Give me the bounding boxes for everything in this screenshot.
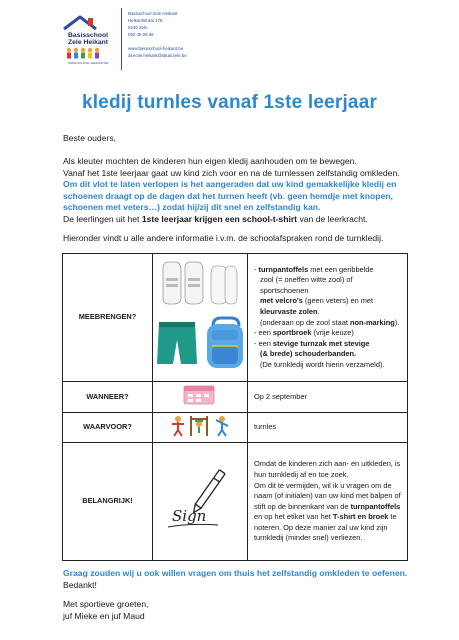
school-logo — [58, 12, 118, 67]
pen-signing-icon — [160, 455, 240, 545]
logo-line-2: Zele Heikant — [68, 39, 109, 46]
page-title: kledij turnles vanaf 1ste leerjaar — [81, 92, 378, 113]
header-divider — [121, 8, 122, 70]
label-wanneer: WANNEER? — [63, 382, 153, 413]
advice-paragraph: Om dit vlot te laten verlopen is het aangeraden dat uw kind gemakkelijke kledij en schoenen draagt op de dagen dat het turnen heeft (vb. geen hemdje met knopen, schoenen met veters…) zodat hij/zij dit snel en zelfstandig kan. — [63, 179, 397, 213]
table-row — [63, 254, 408, 382]
signature-names: juf Mieke en juf Maud — [63, 610, 145, 621]
shirt-line — [63, 214, 408, 226]
thanks-text: Bedankt! — [63, 579, 97, 590]
address-line: 9240 Zele — [128, 25, 148, 30]
intro-line-2: Vanaf het 1ste leerjaar gaat uw kind zich voor en na de turnlessen zelfstandig omkleden. — [63, 167, 400, 178]
practice-request: Graag zouden wij u ook willen vragen om thuis het zelfstandig omkleden te oefenen. — [63, 568, 408, 578]
shirt-post: van de leerkracht. — [297, 214, 368, 224]
shorts-icon — [157, 322, 197, 364]
logo-children-icon — [67, 48, 99, 59]
backpack-icon — [207, 318, 243, 368]
closing-text: Met sportieve groeten, — [63, 599, 149, 609]
table-row — [63, 382, 408, 413]
table-row — [63, 412, 408, 443]
address-line: 052 45 09 66 — [128, 32, 154, 37]
meebrengen-pictures — [153, 254, 248, 382]
sign-word: Sign — [172, 506, 207, 525]
label-waarvoor: WAARVOOR? — [63, 412, 153, 443]
label-meebrengen: MEEBRENGEN? — [63, 254, 153, 382]
sign-picture — [153, 443, 248, 561]
address-line: Basisschool Zele Heikant — [128, 11, 178, 16]
meebrengen-description: - turnpantoffels met een geribbelde zool (= oneffen witte zool) of sportschoenen met velcro's (geen veters) en met kleurvaste zolen. (onderaan op de zool staat non-marking). - een sportbroek (vrije keuze) - een stevige turnzak met stevige (& brede) schouderbanden. (De turnkledij wordt hierin verzameld). — [248, 254, 408, 382]
belangrijk-p1: Omdat de kinderen zich aan- en uitkleden, is hun turnkledij af en toe zoek. — [254, 459, 401, 479]
wanneer-text: Op 2 september — [248, 382, 408, 413]
shirt-pre: De leerlingen uit het — [63, 214, 142, 224]
gymnastics-icon — [168, 414, 232, 438]
gym-gear-illustration — [155, 256, 245, 376]
greeting: Beste ouders, — [63, 133, 117, 143]
label-belangrijk: BELANGRIJK! — [63, 443, 153, 561]
calendar-icon — [180, 383, 220, 407]
info-line: Hieronder vindt u alle andere informatie i.v.m. de schoolafspraken rond de turnkledij. — [63, 233, 384, 243]
info-table — [62, 253, 408, 561]
sneakers-icon — [163, 262, 237, 304]
logo-line-1: Basisschool — [68, 32, 109, 39]
address-line: Heikantstraat 178 — [128, 18, 163, 23]
logo-url: WWW.SCHOOL-HEIKANT.BE — [68, 61, 109, 65]
website-link[interactable]: www.basisschool-heikant.be — [128, 46, 184, 51]
school-address — [128, 10, 187, 59]
gym-picture — [153, 412, 248, 443]
belangrijk-description — [248, 443, 408, 561]
intro-line-1: Als kleuter mochten de kinderen hun eigen kledij aanhouden om te bewegen. — [63, 156, 357, 166]
table-row — [63, 443, 408, 561]
calendar-picture — [153, 382, 248, 413]
belangrijk-p2: Om dit te vermijden, wil ik u vragen om de naam (of initialen) van uw kind met balpen of stift op de binnenkant van de turnpantoffels en op het etiket van het T-shirt en broek te noteren. Op deze manier zal uw kind zijn turnkledij (minder snel) verliezen. — [254, 480, 401, 543]
shirt-bold: 1ste leerjaar krijgen een school-t-shirt — [141, 214, 298, 224]
waarvoor-text: turnles — [248, 412, 408, 443]
email-link[interactable]: directie.heikant@lakanzele.be — [128, 53, 187, 58]
